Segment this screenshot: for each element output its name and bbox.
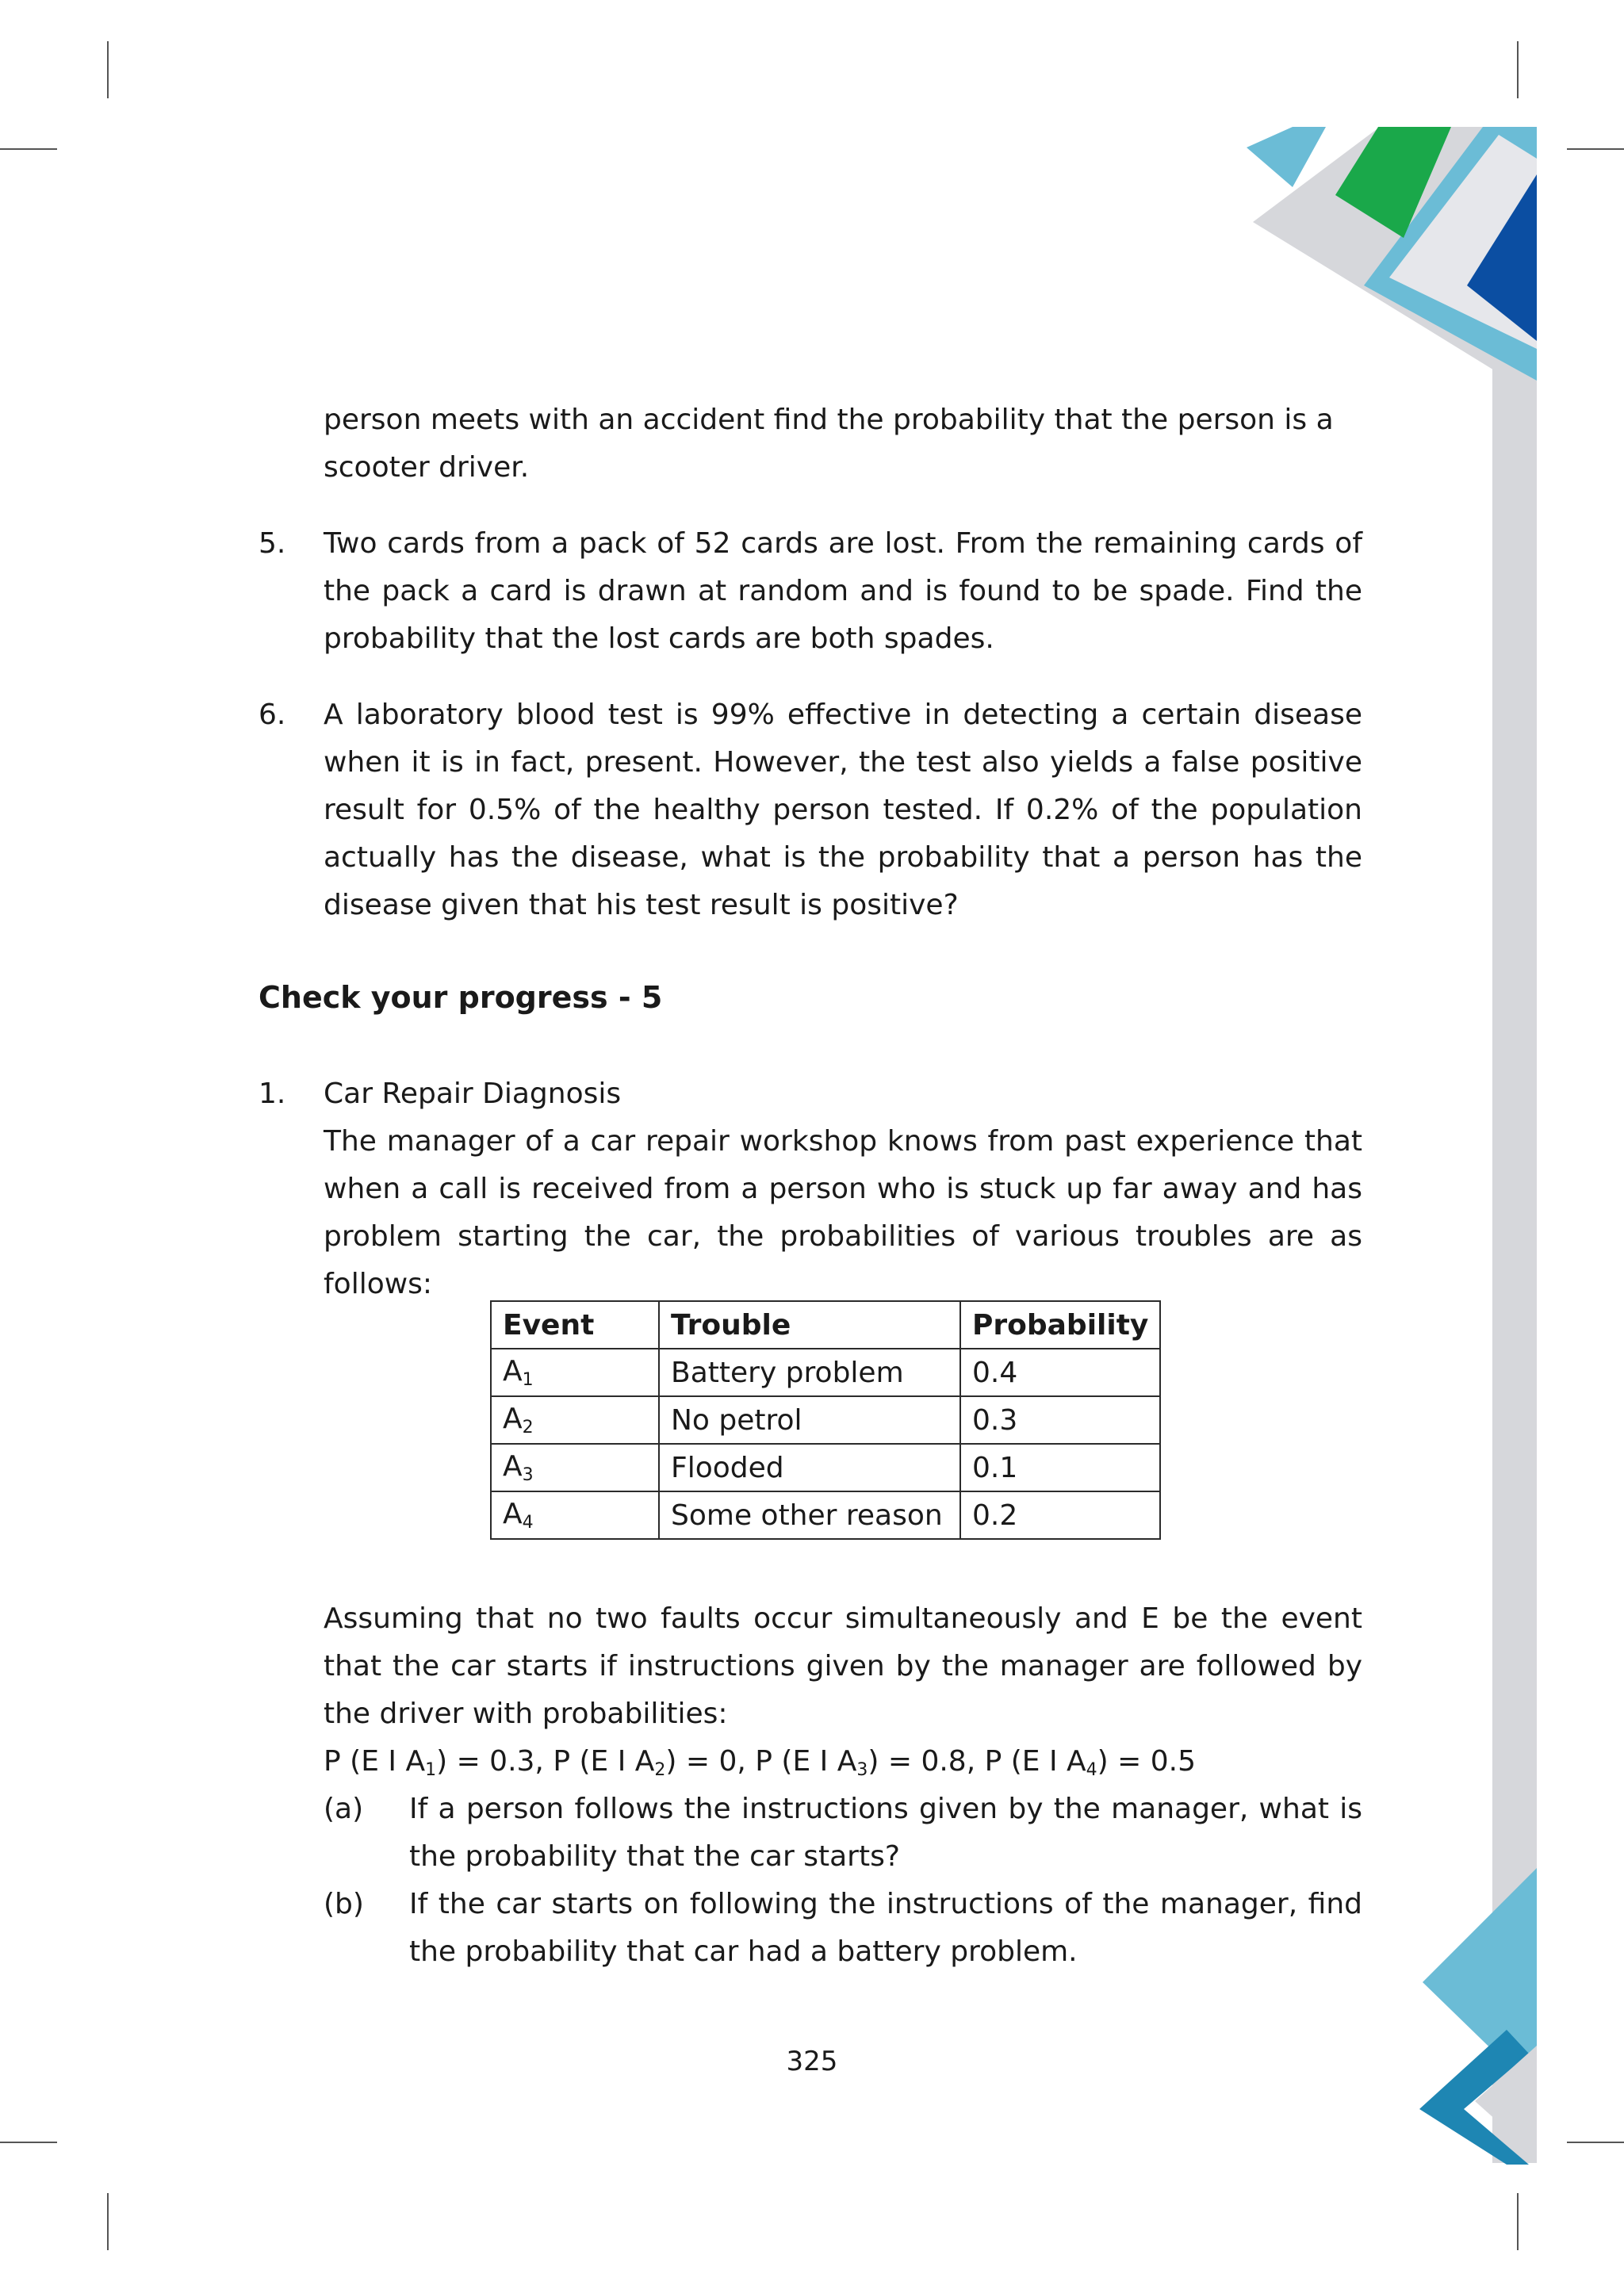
- top-blue-stripe: [1364, 127, 1537, 381]
- top-white-stripe: [1389, 135, 1537, 349]
- item-5-number: 5.: [259, 527, 286, 560]
- top-light-blue-shape: [1247, 127, 1326, 187]
- right-grey-band: [1492, 254, 1537, 2163]
- probability-cell: 0.4: [960, 1349, 1160, 1396]
- item-6-number: 6.: [259, 699, 286, 731]
- event-cell: $A_3$: [491, 1444, 659, 1491]
- continuation-line-1: person meets with an accident find the probability that the person is a: [324, 404, 1334, 436]
- page-number: 325: [786, 2046, 838, 2077]
- table-row: [491, 1349, 1160, 1396]
- item-5-text: Two cards from a pack of 52 cards are lost. From the remaining cards of the pack a card is drawn at random and is found to be spade. Find the probability that the lost cards are both spades.: [324, 527, 1362, 655]
- probability-cell: 0.3: [960, 1396, 1160, 1444]
- table-header-row: [491, 1301, 1160, 1349]
- item-6-text: A laboratory blood test is 99% effective in detecting a certain disease when it is in fact, present. However, the test also yields a false positive result for 0.5% of the healthy person tested. If 0.2% of the population actually has the disease, what is the probability that a person has the disease given that his test result is positive?: [324, 699, 1362, 921]
- header-trouble: Trouble: [659, 1301, 960, 1349]
- subpart-a-label: (a): [324, 1793, 364, 1825]
- probability-cell: 0.2: [960, 1491, 1160, 1539]
- trouble-cell: No petrol: [659, 1396, 960, 1444]
- subpart-b-label: (b): [324, 1888, 364, 1920]
- top-dark-blue-triangle: [1467, 174, 1537, 341]
- trouble-cell: Some other reason: [659, 1491, 960, 1539]
- top-grey-triangle: [1253, 127, 1537, 396]
- header-probability: Probability: [960, 1301, 1160, 1349]
- table-row: [491, 1491, 1160, 1539]
- table-row: [491, 1444, 1160, 1491]
- table-row: [491, 1396, 1160, 1444]
- event-cell: $A_4$: [491, 1491, 659, 1539]
- subpart-a-text: If a person follows the instructions given by the manager, what is the probability that the car starts?: [409, 1793, 1362, 1873]
- conditional-probabilities: P (E I $A_1) = 0.3$, P (E I $A_2) = 0$, P (E I $A_3) = 0.8$, P (E I $A_4) = 0.5$: [324, 1745, 1197, 1780]
- probability-cell: 0.1: [960, 1444, 1160, 1491]
- section-heading: Check your progress - 5: [259, 980, 663, 1015]
- subpart-b-text: If the car starts on following the instructions of the manager, find the probability that car had a battery problem.: [409, 1888, 1362, 1968]
- event-cell: $A_2$: [491, 1396, 659, 1444]
- trouble-table: [490, 1300, 1161, 1540]
- question-1-intro: The manager of a car repair workshop knows from past experience that when a call is received from a person who is stuck up far away and has problem starting the car, the probabilities of various troubles are as follows:: [324, 1125, 1362, 1300]
- trouble-cell: Battery problem: [659, 1349, 960, 1396]
- question-1-title: Car Repair Diagnosis: [324, 1078, 622, 1110]
- top-green-shape: [1335, 127, 1451, 238]
- continuation-line-2: scooter driver.: [324, 451, 530, 484]
- header-event: Event: [491, 1301, 659, 1349]
- event-cell: $A_1$: [491, 1349, 659, 1396]
- assumption-text: Assuming that no two faults occur simultaneously and E be the event that the car starts if instructions given by the manager are followed by the driver with probabilities:: [324, 1602, 1362, 1730]
- trouble-cell: Flooded: [659, 1444, 960, 1491]
- question-1-number: 1.: [259, 1078, 286, 1110]
